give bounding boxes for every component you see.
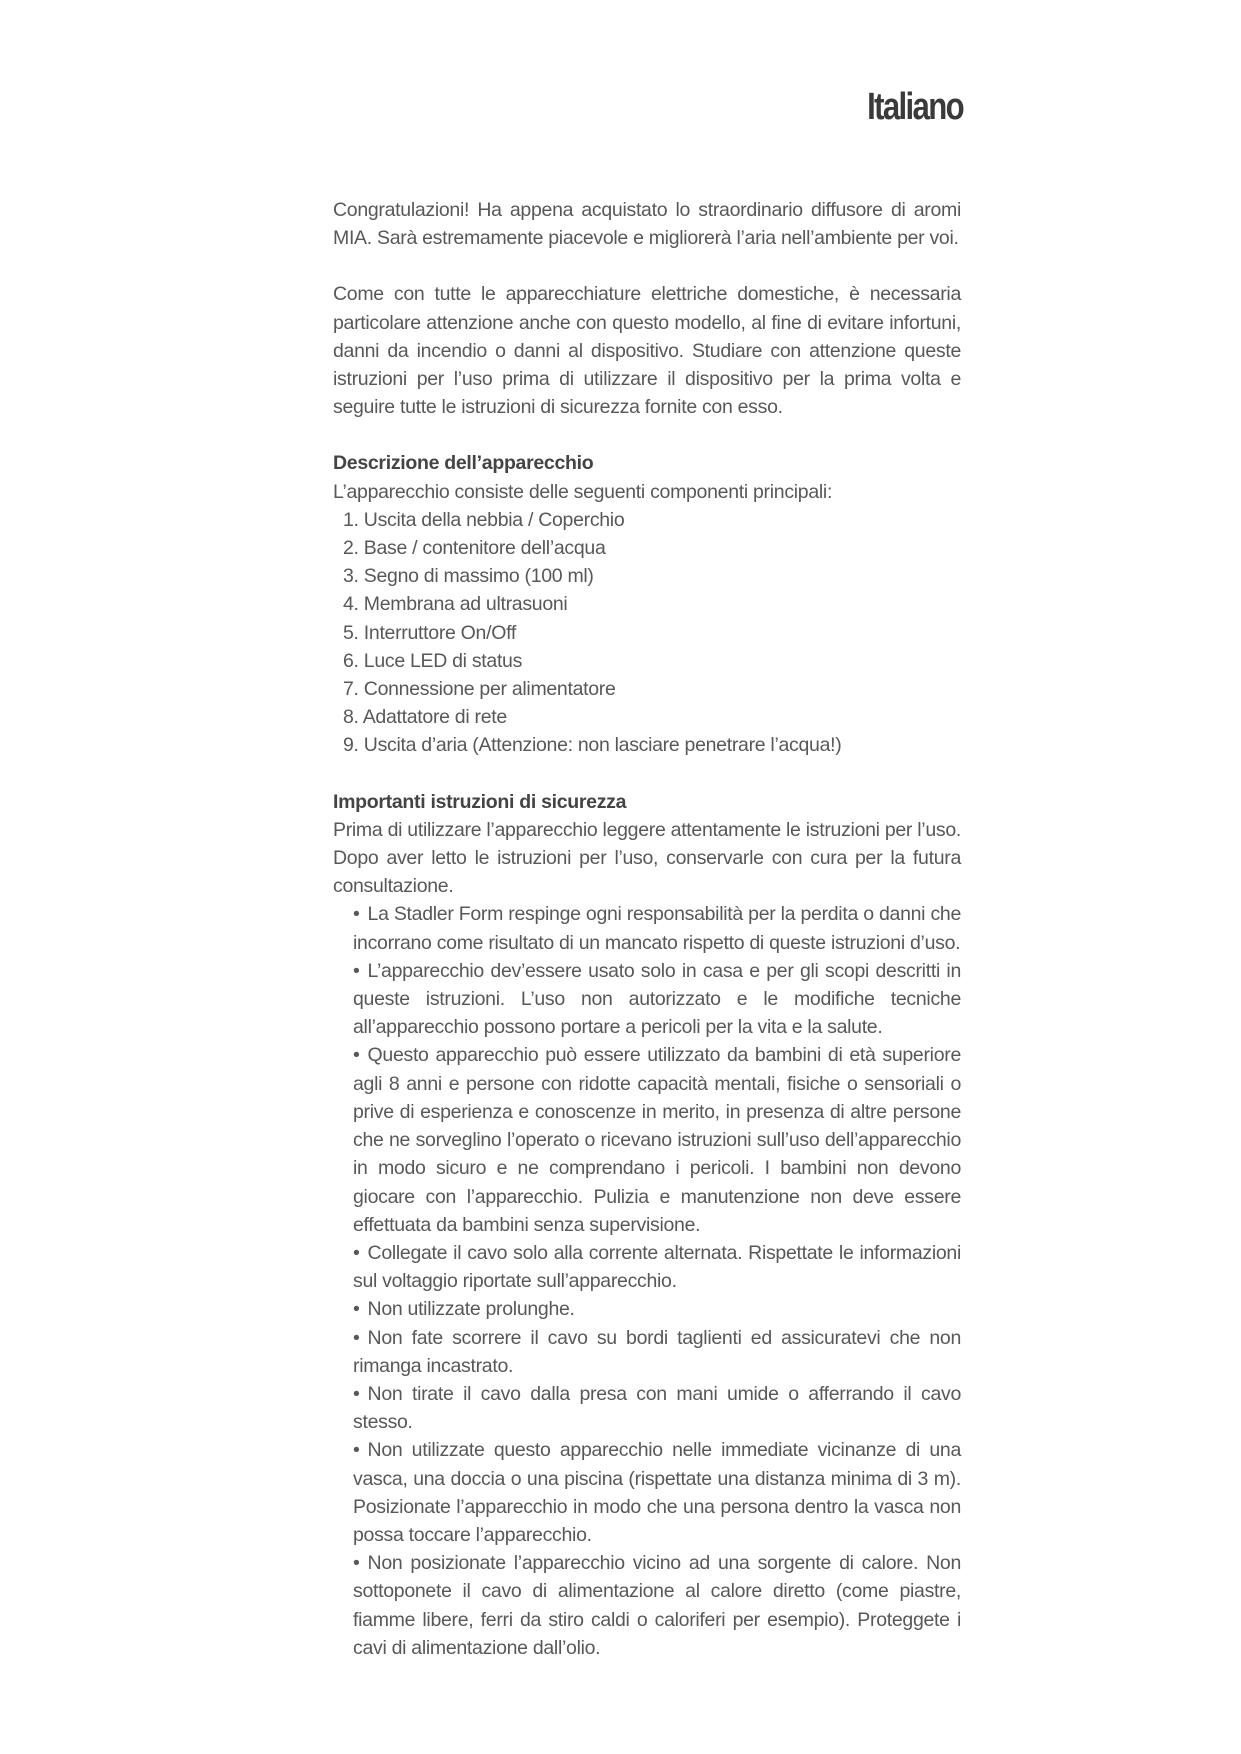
list-item: 2. Base / contenitore dell’acqua [343, 537, 606, 560]
safety-lead: Prima di utilizzare l’apparecchio leggere attentamente le istruzioni per l’uso. Dopo aver letto le istruzioni per l’uso, conservarle con cura per la futura consultazione. [333, 818, 961, 898]
components-list [333, 506, 961, 760]
section-heading-safety: Importanti istruzioni di sicurezza [333, 790, 627, 813]
list-item: 7. Connessione per alimentatore [343, 678, 616, 701]
list-item: 3. Segno di massimo (100 ml) [343, 565, 594, 588]
bullet-item: • Non posizionate l’apparecchio vicino ad una sorgente di calore. Non sottoponete il cavo di alimentazione al calore diretto (come piastre, fiamme libere, ferri da stiro caldi o caloriferi per esempio). Proteggete i cavi di alimentazione dall’olio. [353, 1549, 961, 1662]
bullet-item: • Non utilizzate prolunghe. [353, 1295, 961, 1323]
safety-list [333, 900, 961, 1661]
bullet-item: • Non fate scorrere il cavo su bordi taglienti ed assicuratevi che non rimanga incastrato. [353, 1324, 961, 1380]
document-body [333, 196, 961, 1662]
spacer [333, 760, 961, 788]
list-item: 8. Adattatore di rete [343, 706, 507, 729]
section-heading-description: Descrizione dell’apparecchio [333, 452, 594, 475]
page-title: Italiano [867, 86, 963, 128]
list-item: 1. Uscita della nebbia / Coperchio [343, 508, 625, 531]
bullet-item: • Non tirate il cavo dalla presa con mani umide o afferrando il cavo stesso. [353, 1380, 961, 1436]
spacer [333, 421, 961, 449]
list-item: 9. Uscita d’aria (Attenzione: non lasciare penetrare l’acqua!) [343, 734, 842, 757]
bullet-item: • La Stadler Form respinge ogni responsabilità per la perdita o danni che incorrano come risultato di un mancato rispetto di queste istruzioni d’uso. [353, 900, 961, 956]
bullet-item: • Questo apparecchio può essere utilizzato da bambini di età superiore agli 8 anni e persone con ridotte capacità mentali, fisiche o sensoriali o prive di esperienza e conoscenze in merito, in presenza di altre persone che ne sorveglino l’operato o ricevano istruzioni sull’uso dell’apparecchio in modo sicuro e ne comprendano i pericoli. I bambini non devono giocare con l’apparecchio. Pulizia e manutenzione non deve essere effettuata da bambini senza supervisione. [353, 1041, 961, 1238]
intro-paragraph: Congratulazioni! Ha appena acquistato lo straordinario diffusore di aromi MIA. Sarà estremamente piacevole e migliorerà l’aria nell’ambiente per voi. [333, 199, 961, 250]
bullet-item: • L’apparecchio dev’essere usato solo in casa e per gli scopi descritti in queste istruzioni. L’uso non autorizzato e le modifiche tecniche all’apparecchio possono portare a pericoli per la vita e la salute. [353, 957, 961, 1042]
list-item: 6. Luce LED di status [343, 649, 523, 672]
bullet-item: • Non utilizzate questo apparecchio nelle immediate vicinanze di una vasca, una doccia o una piscina (rispettate una distanza minima di 3 m). Posizionate l’apparecchio in modo che una persona dentro la vasca non possa toccare l’apparecchio. [353, 1436, 961, 1549]
intro-warning-paragraph: Come con tutte le apparecchiature elettriche domestiche, è necessaria particolare attenzione anche con questo modello, al fine di evitare infortuni, danni da incendio o danni al dispositivo. Studiare con attenzione queste istruzioni per l’uso prima di utilizzare il dispositivo per la prima volta e seguire tutte le istruzioni di sicurezza fornite con esso. [333, 283, 961, 419]
list-item: 4. Membrana ad ultrasuoni [343, 593, 568, 616]
bullet-item: • Collegate il cavo solo alla corrente alternata. Rispettate le informazioni sul voltaggio riportate sull’apparecchio. [353, 1239, 961, 1295]
list-item: 5. Interruttore On/Off [343, 621, 516, 644]
spacer [333, 252, 961, 280]
description-lead: L’apparecchio consiste delle seguenti componenti principali: [333, 480, 833, 503]
